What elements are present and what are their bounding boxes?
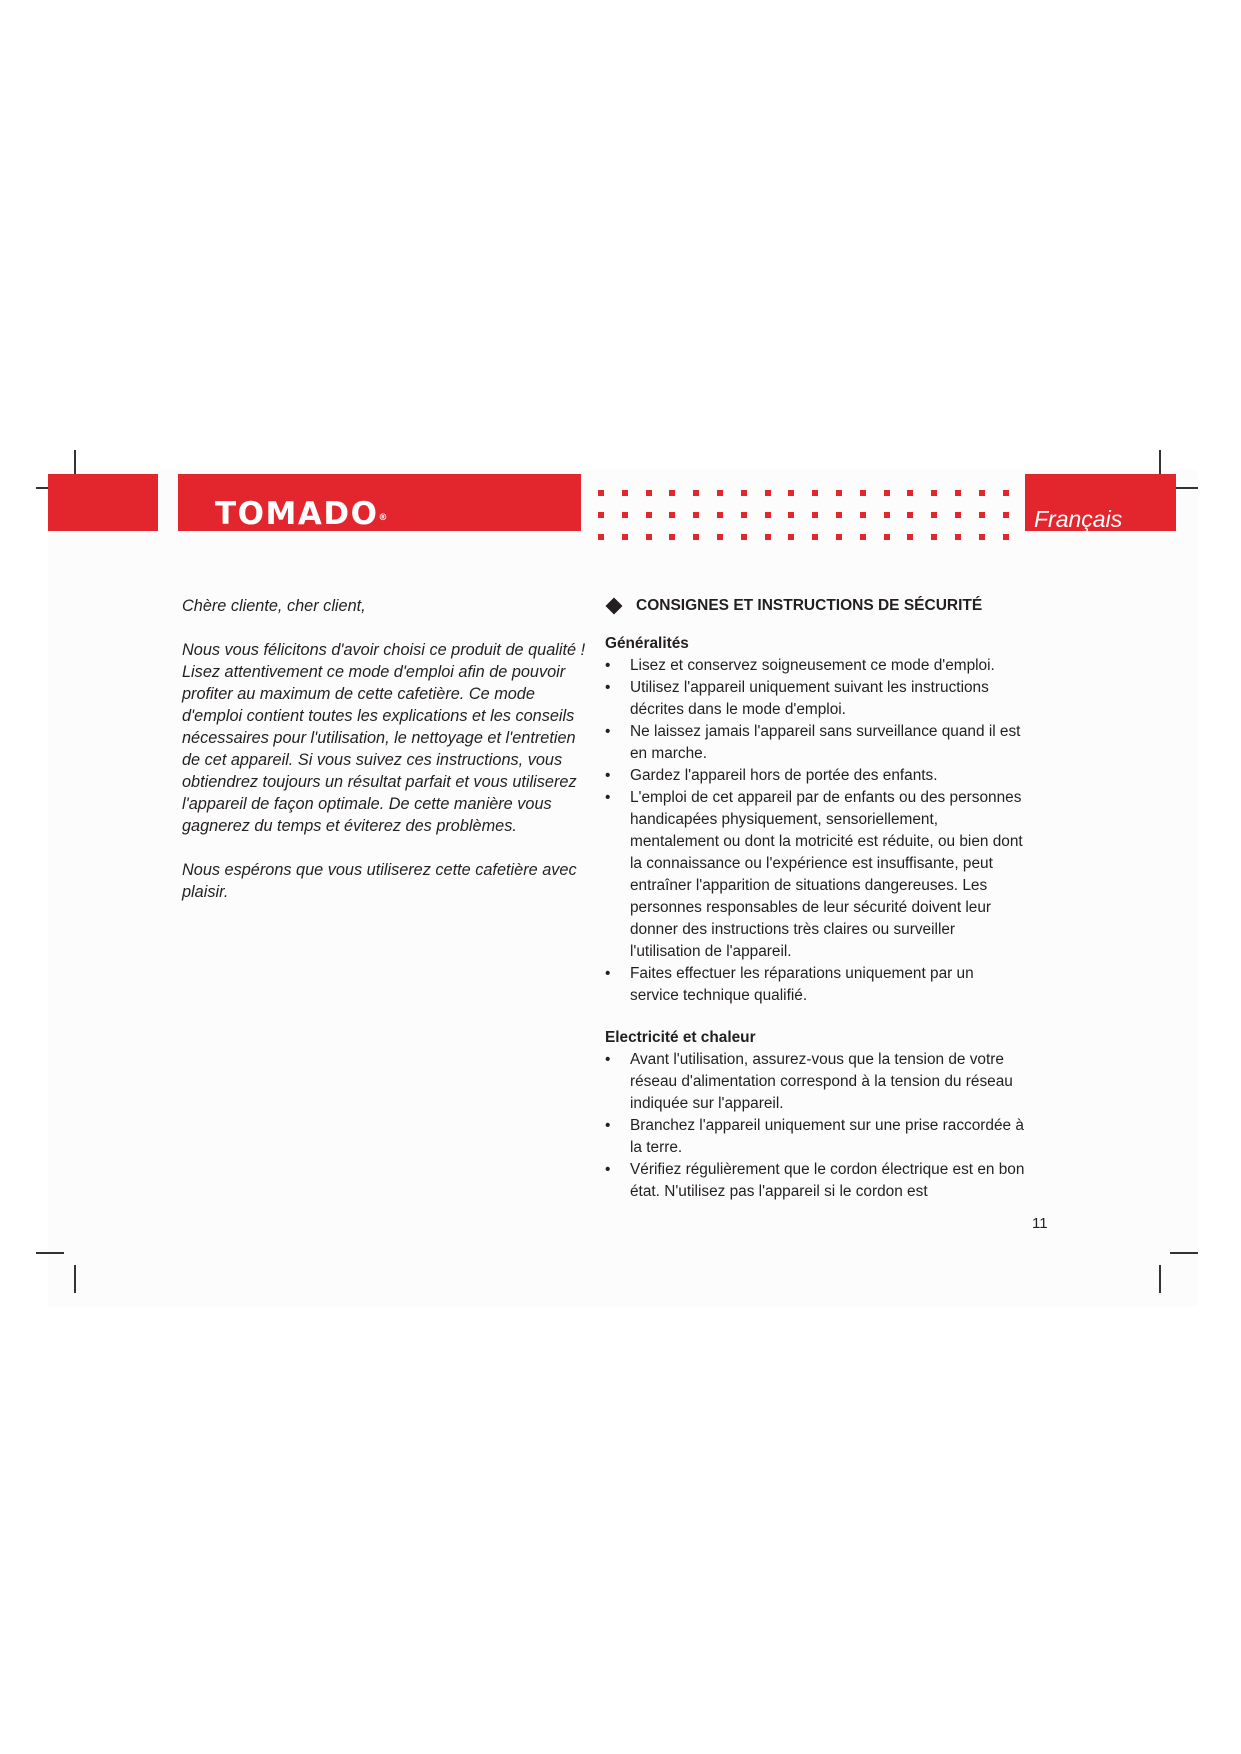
decorative-dot [765, 534, 771, 540]
decorative-dot [693, 512, 699, 518]
list-item: • Branchez l'appareil uniquement sur une prise raccordée à la terre. [605, 1115, 1025, 1159]
decorative-dot [860, 490, 866, 496]
decorative-dot [836, 534, 842, 540]
decorative-dot [860, 512, 866, 518]
decorative-dot [907, 534, 913, 540]
electric-list [605, 1049, 1025, 1203]
decorative-dot [622, 534, 628, 540]
decorative-dot [669, 512, 675, 518]
decorative-dot [979, 490, 985, 496]
decorative-dot [884, 490, 890, 496]
decorative-dot [622, 512, 628, 518]
section-title: CONSIGNES ET INSTRUCTIONS DE SÉCURITÉ [636, 597, 983, 614]
decorative-dot [931, 534, 937, 540]
list-item: • L'emploi de cet appareil par de enfants ou des personnes handicapées physiquement, sensoriellement, mentalement ou dont la motricité est réduite, ou bien dont la connaissance ou l'expérience est insuffisante, peut entraîner l'apparition de situations dangereuses. Les personnes responsables de leur sécurité doivent leur donner des instructions très claires ou surveiller l'utilisation de l'appareil. [605, 787, 1025, 963]
decorative-dot [979, 534, 985, 540]
decorative-dot [646, 512, 652, 518]
decorative-dot [693, 534, 699, 540]
crop-mark [1170, 1252, 1198, 1254]
list-item: • Avant l'utilisation, assurez-vous que la tension de votre réseau d'alimentation correspond à la tension du réseau indiquée sur l'appareil. [605, 1049, 1025, 1115]
decorative-dot [884, 512, 890, 518]
decorative-dot [598, 512, 604, 518]
header-left-block [48, 474, 158, 531]
safety-column [605, 593, 1025, 1203]
decorative-dot [788, 534, 794, 540]
intro-paragraph: Nous vous félicitons d'avoir choisi ce produit de qualité ! Lisez attentivement ce mode d'emploi afin de pouvoir profiter au maximum de cette cafetière. Ce mode d'emploi contient toutes les explications et les conseils nécessaires pour l'utilisation, le nettoyage et l'entretien de cet appareil. Si vous suivez ces instructions, vous obtiendrez toujours un résultat parfait et vous utiliserez l'appareil de façon optimale. De cette manière vous gagnerez du temps et éviterez des problèmes. [182, 641, 586, 835]
decorative-dot [1003, 534, 1009, 540]
decorative-dot [955, 534, 961, 540]
intro-column [182, 595, 587, 903]
language-label: Français [1034, 506, 1123, 532]
decorative-dot [717, 512, 723, 518]
list-item: • Vérifiez régulièrement que le cordon électrique est en bon état. N'utilisez pas l'appareil si le cordon est [605, 1159, 1025, 1203]
decorative-dot [884, 534, 890, 540]
decorative-dot [741, 534, 747, 540]
decorative-dot [765, 490, 771, 496]
registered-mark: ® [378, 513, 388, 523]
list-item: • Utilisez l'appareil uniquement suivant les instructions décrites dans le mode d'emploi. [605, 677, 1025, 721]
closing-paragraph: Nous espérons que vous utiliserez cette cafetière avec plaisir. [182, 861, 577, 901]
decorative-dot [979, 512, 985, 518]
decorative-dot [907, 512, 913, 518]
brand-name: TOMADO [215, 496, 379, 532]
decorative-dot [598, 490, 604, 496]
decorative-dot [836, 512, 842, 518]
section-heading [605, 593, 1025, 619]
page-number: 11 [1032, 1215, 1048, 1232]
decorative-dot [1003, 490, 1009, 496]
general-heading: Généralités [605, 635, 689, 652]
decorative-dot [1003, 512, 1009, 518]
diamond-bullet-icon [606, 598, 623, 615]
decorative-dot [669, 490, 675, 496]
decorative-dot [907, 490, 913, 496]
list-item: • Gardez l'appareil hors de portée des enfants. [605, 765, 1025, 787]
crop-mark [1159, 1265, 1161, 1293]
decorative-dot [931, 512, 937, 518]
decorative-dot [717, 490, 723, 496]
decorative-dot [931, 490, 937, 496]
decorative-dot [717, 534, 723, 540]
decorative-dot [741, 512, 747, 518]
crop-mark [74, 1265, 76, 1293]
decorative-dot [765, 512, 771, 518]
electric-heading: Electricité et chaleur [605, 1029, 756, 1046]
decorative-dot [693, 490, 699, 496]
decorative-dot [669, 534, 675, 540]
decorative-dot [598, 534, 604, 540]
decorative-dot [812, 512, 818, 518]
decorative-dot [646, 490, 652, 496]
list-item: • Ne laissez jamais l'appareil sans surveillance quand il est en marche. [605, 721, 1025, 765]
list-item: • Faites effectuer les réparations uniquement par un service technique qualifié. [605, 963, 1025, 1007]
decorative-dot [812, 534, 818, 540]
decorative-dot [788, 512, 794, 518]
decorative-dot [622, 490, 628, 496]
decorative-dot [860, 534, 866, 540]
decorative-dot [955, 512, 961, 518]
decorative-dot [646, 534, 652, 540]
decorative-dot [788, 490, 794, 496]
general-list [605, 655, 1025, 1007]
crop-mark [36, 1252, 64, 1254]
greeting: Chère cliente, cher client, [182, 597, 366, 615]
decorative-dot [955, 490, 961, 496]
decorative-dot [836, 490, 842, 496]
decorative-dot [812, 490, 818, 496]
decorative-dot [741, 490, 747, 496]
list-item: • Lisez et conservez soigneusement ce mode d'emploi. [605, 655, 1025, 677]
decorative-dot-grid [598, 490, 1026, 556]
brand-logo [215, 494, 387, 534]
